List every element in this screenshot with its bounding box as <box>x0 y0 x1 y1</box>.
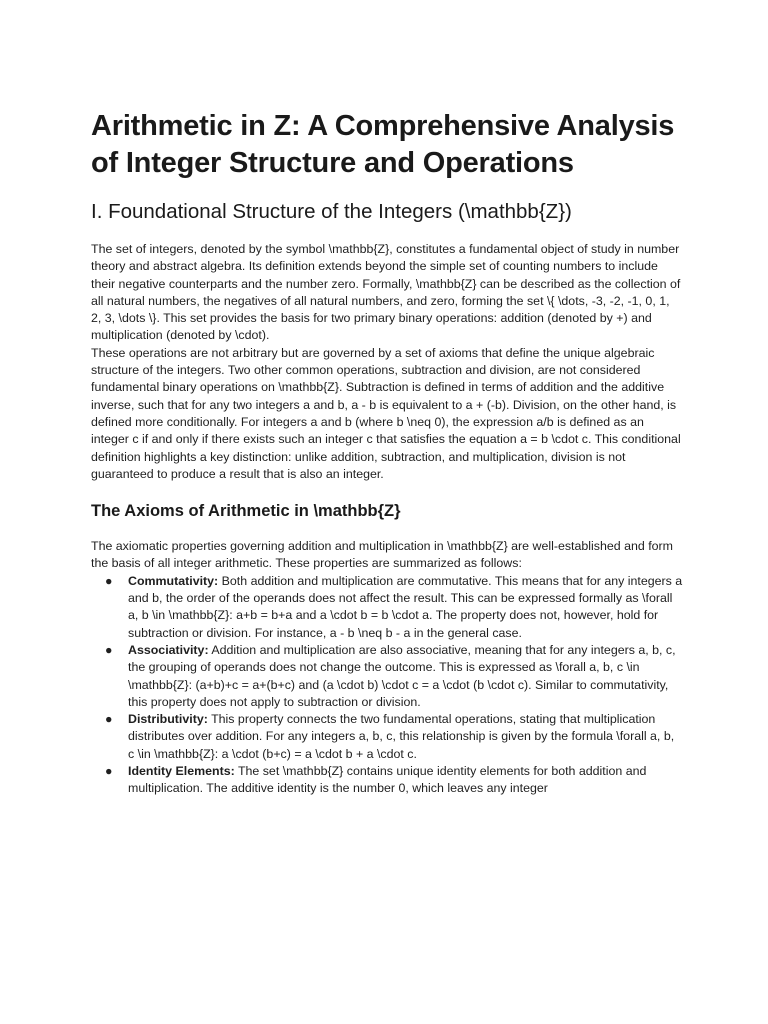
list-item-text: This property connects the two fundamental operations, stating that multiplication distributes over addition. For any integers a, b, c, this relationship is given by the formula \forall a, b, c \in \mathbb{Z}: a \cdot (b+c) = a \cdot b + a \cdot c. <box>128 712 675 761</box>
list-item-distributivity <box>91 711 683 763</box>
list-item-term: Identity Elements: <box>128 764 235 779</box>
paragraph-operations-axioms: These operations are not arbitrary but are governed by a set of axioms that define the unique algebraic structure of the integers. Two other common operations, subtraction and division, are not considered fundamental binary operations on \mathbb{Z}. Subtraction is defined in terms of addition and the additive inverse, such that for any two integers a and b, a - b is equivalent to a + (-b). Division, on the other hand, is defined more conditionally. For integers a and b (where b \neq 0), the expression a/b is defined as an integer c if and only if there exists such an integer c that satisfies the equation a = b \cdot c. This conditional definition highlights a key distinction: unlike addition, subtraction, and multiplication, division is not guaranteed to produce a result that is also an integer. <box>91 345 681 481</box>
section-heading-foundational-structure: I. Foundational Structure of the Integers (\mathbb{Z}) <box>91 200 572 223</box>
subsection-heading-axioms: The Axioms of Arithmetic in \mathbb{Z} <box>91 502 401 521</box>
axioms-list <box>91 573 683 798</box>
bullet-icon: ● <box>105 573 113 588</box>
list-item-term: Commutativity: <box>128 573 219 588</box>
paragraph-axioms-intro: The axiomatic properties governing addition and multiplication in \mathbb{Z} are well-established and form the basis of all integer arithmetic. These properties are summarized as follows: <box>91 539 673 571</box>
bullet-icon: ● <box>105 712 113 727</box>
document-title: Arithmetic in Z: A Comprehensive Analysis of Integer Structure and Operations <box>91 110 675 179</box>
list-item-identity-elements <box>91 763 683 798</box>
list-item-text: The set \mathbb{Z} contains unique identity elements for both addition and multiplication. The additive identity is the number 0, which leaves any integer <box>128 764 647 796</box>
bullet-icon: ● <box>105 764 113 779</box>
list-item-text: Addition and multiplication are also associative, meaning that for any integers a, b, c, the grouping of operands does not change the outcome. This is expressed as \forall a, b, c \in \mathbb{Z}: (a+b)+c = a+(b+c) and (a \cdot b) \cdot c = a \cdot (b \cdot c). Similar to commutativity, this property does not apply to subtraction or division. <box>128 642 676 709</box>
list-item-term: Distributivity: <box>128 712 208 727</box>
bullet-icon: ● <box>105 642 113 657</box>
paragraph-set-of-integers: The set of integers, denoted by the symbol \mathbb{Z}, constitutes a fundamental object of study in number theory and abstract algebra. Its definition extends beyond the simple set of counting numbers to include their negative counterparts and the number zero. Formally, \mathbb{Z} can be described as the collection of all natural numbers, the negatives of all natural numbers, and zero, forming the set \{ \dots, -3, -2, -1, 0, 1, 2, 3, \dots \}. This set provides the basis for two primary binary operations: addition (denoted by +) and multiplication (denoted by \cdot). <box>91 242 681 343</box>
list-item-associativity <box>91 642 683 711</box>
list-item-text: Both addition and multiplication are commutative. This means that for any integers a and b, the order of the operands does not affect the result. This can be expressed formally as \forall a, b \in \mathbb{Z}: a+b = b+a and a \cdot b = b \cdot a. The property does not, however, hold for subtraction or division. For instance, a - b \neq b - a in the general case. <box>128 573 683 640</box>
list-item-term: Associativity: <box>128 642 209 657</box>
document-page <box>91 108 683 798</box>
list-item-commutativity <box>91 573 683 642</box>
